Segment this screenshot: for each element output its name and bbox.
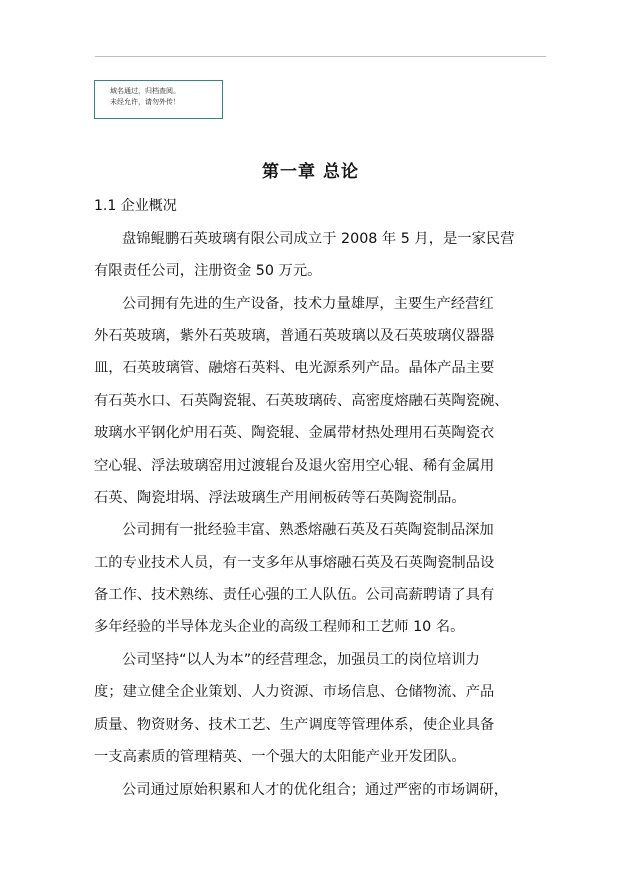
body-line: 外石英玻璃，紫外石英玻璃，普通石英玻璃以及石英玻璃仪器器 xyxy=(94,328,495,344)
body-line: 皿，石英玻璃管、融熔石英料、电光源系列产品。晶体产品主要 xyxy=(94,360,495,376)
notice-box xyxy=(94,80,223,119)
section-title: 1.1 企业概况 xyxy=(94,198,177,214)
body-line: 公司拥有一批经验丰富、熟悉熔融石英及石英陶瓷制品深加 xyxy=(122,522,494,538)
body-line: 有石英水口、石英陶瓷辊、石英玻璃砖、高密度熔融石英陶瓷碗、 xyxy=(94,393,509,409)
body-line: 公司坚持“以人为本”的经营理念，加强员工的岗位培训力 xyxy=(122,652,480,668)
notice-line-1: 域名通过，归档查阅。 xyxy=(110,87,180,95)
body-line: 公司拥有先进的生产设备，技术力量雄厚，主要生产经营红 xyxy=(122,296,494,312)
notice-line-2: 未经允许，请勿外传！ xyxy=(110,98,180,106)
body-line: 有限责任公司，注册资金 50 万元。 xyxy=(94,263,322,279)
body-line: 多年经验的半导体龙头企业的高级工程师和工艺师 10 名。 xyxy=(94,619,465,635)
body-line: 空心辊、浮法玻璃窑用过渡辊台及退火窑用空心辊、稀有金属用 xyxy=(94,458,495,474)
body-line: 备工作、技术熟练、责任心强的工人队伍。公司高薪聘请了具有 xyxy=(94,587,495,603)
body-line: 度；建立健全企业策划、人力资源、市场信息、仓储物流、产品 xyxy=(94,684,495,700)
body-line: 盘锦鲲鹏石英玻璃有限公司成立于 2008 年 5 月，是一家民营 xyxy=(122,231,515,247)
body-line: 石英、陶瓷坩埚、浮法玻璃生产用闸板砖等石英陶瓷制品。 xyxy=(94,490,466,506)
body-line: 工的专业技术人员，有一支多年从事熔融石英及石英陶瓷制品设 xyxy=(94,555,495,571)
header-rule xyxy=(95,56,546,57)
chapter-title: 第一章 总论 xyxy=(262,162,359,182)
body-line: 公司通过原始积累和人才的优化组合；通过严密的市场调研， xyxy=(122,782,509,798)
body-line: 玻璃水平钢化炉用石英、陶瓷辊、金属带材热处理用石英陶瓷衣 xyxy=(94,425,495,441)
body-line: 一支高素质的管理精英、一个强大的太阳能产业开发团队。 xyxy=(94,749,466,765)
body-line: 质量、物资财务、技术工艺、生产调度等管理体系，使企业具备 xyxy=(94,717,495,733)
